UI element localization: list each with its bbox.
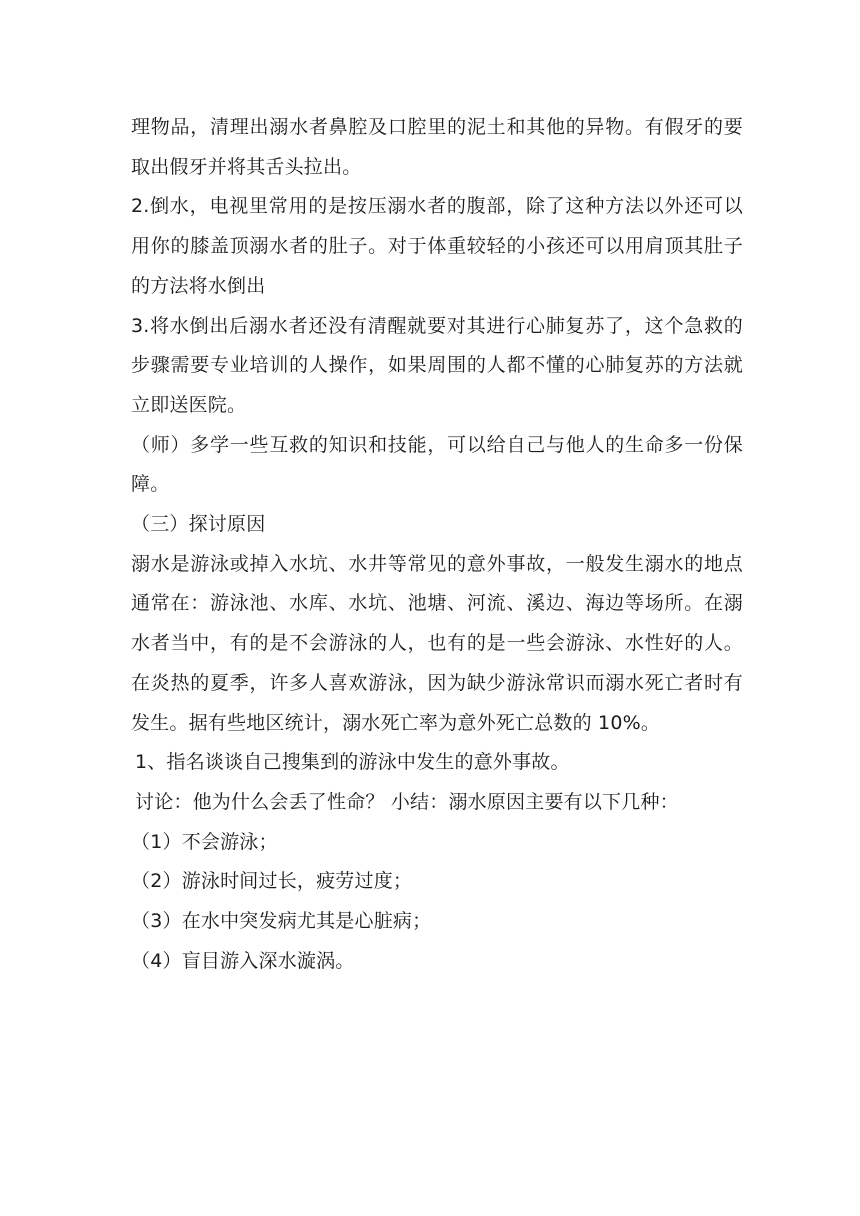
paragraph-activity-1: 1、指名谈谈自己搜集到的游泳中发生的意外事故。: [135, 751, 570, 774]
paragraph-step-3-cpr: 3.将水倒出后溺水者还没有清醒就要对其进行心肺复苏了，这个急救的步骤需要专业培训的人操作，如果周围的人都不懂的心肺复苏的方法就立即送医院。: [131, 314, 743, 416]
document-body: [131, 108, 743, 981]
paragraph-step-2-drain-water: 2.倒水，电视里常用的是按压溺水者的腹部，除了这种方法以外还可以用你的膝盖顶溺水者的肚子。对于体重较轻的小孩还可以用肩顶其肚子的方法将水倒出: [131, 195, 743, 297]
paragraph-teacher-note: （师）多学一些互救的知识和技能，可以给自己与他人的生命多一份保障。: [131, 433, 743, 496]
paragraph-discussion-summary: 讨论：他为什么会丢了性命？ 小结：溺水原因主要有以下几种：: [135, 790, 679, 813]
list-item-cause-4: （4）盲目游入深水漩涡。: [131, 949, 355, 972]
section-heading-causes: （三）探讨原因: [131, 513, 266, 536]
paragraph-drowning-overview: 溺水是游泳或掉入水坑、水井等常见的意外事故，一般发生溺水的地点通常在：游泳池、水库、水坑、池塘、河流、溪边、海边等场所。在溺水者当中，有的是不会游泳的人，也有的是一些会游泳、水性好的人。在炎热的夏季，许多人喜欢游泳，因为缺少游泳常识而溺水死亡者时有发生。据有些地区统计，溺水死亡率为意外死亡总数的 10%。: [131, 552, 743, 734]
list-item-cause-2: （2）游泳时间过长，疲劳过度；: [131, 870, 413, 893]
paragraph-remove-objects: 理物品，清理出溺水者鼻腔及口腔里的泥土和其他的异物。有假牙的要取出假牙并将其舌头拉出。: [131, 116, 743, 178]
list-item-cause-3: （3）在水中突发病尤其是心脏病；: [131, 910, 432, 933]
list-item-cause-1: （1）不会游泳；: [131, 830, 278, 853]
